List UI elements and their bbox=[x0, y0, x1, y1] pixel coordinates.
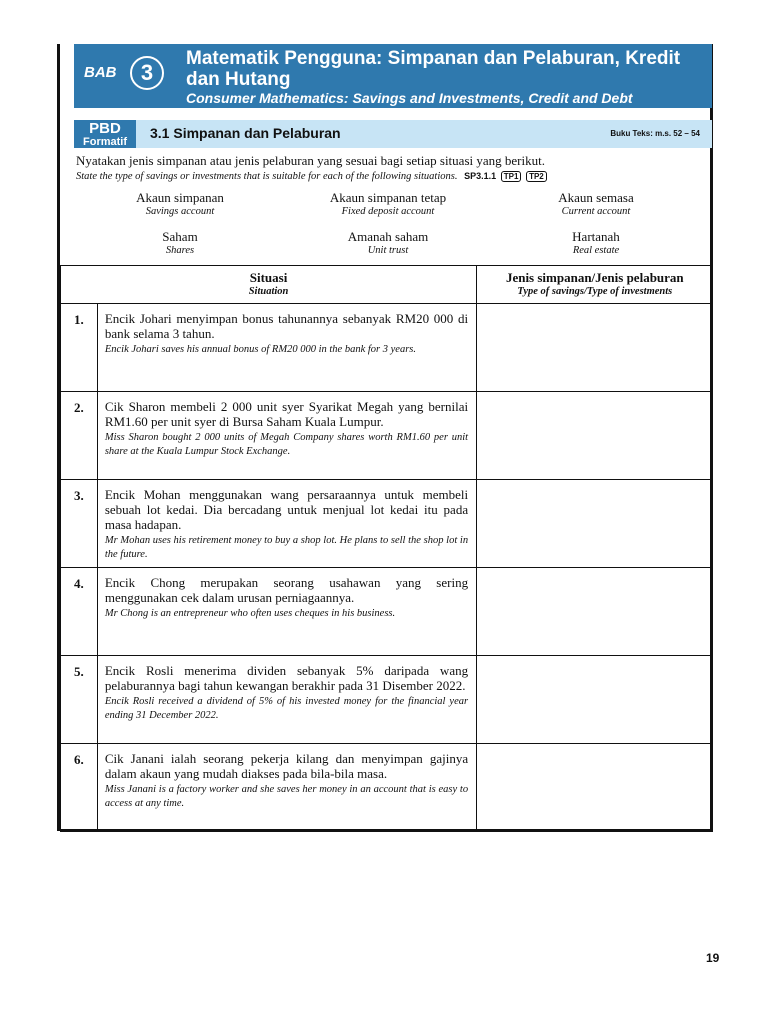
situation-text-ms: Encik Mohan menggunakan wang persaraannya untuk membeli sebuah lot kedai. Dia bercadang untuk menjual lot kedai itu pada masa hadapan. bbox=[104, 487, 469, 532]
tp2-tag: TP2 bbox=[526, 171, 547, 182]
table-row bbox=[61, 744, 713, 832]
situation-text-en: Miss Janani is a factory worker and she saves her money in an account that is easy to access at any time. bbox=[104, 784, 469, 809]
answer-cell[interactable] bbox=[477, 656, 713, 744]
situation-cell bbox=[97, 744, 476, 832]
answer-cell[interactable] bbox=[477, 744, 713, 832]
option-item bbox=[76, 190, 284, 218]
table-row bbox=[61, 304, 713, 392]
option-label-en: Savings account bbox=[145, 206, 215, 217]
column-header-situation-ms: Situasi bbox=[249, 270, 288, 285]
tp1-tag: TP1 bbox=[501, 171, 522, 182]
pbd-badge-top: PBD bbox=[89, 120, 121, 137]
option-label-ms: Hartanah bbox=[572, 229, 620, 244]
textbook-reference: Buku Teks: m.s. 52 – 54 bbox=[610, 129, 700, 138]
option-item bbox=[492, 190, 700, 218]
answer-cell[interactable] bbox=[477, 304, 713, 392]
column-header-type-ms: Jenis simpanan/Jenis pelaburan bbox=[505, 270, 684, 285]
option-item bbox=[284, 190, 492, 218]
answer-cell[interactable] bbox=[477, 480, 713, 568]
option-label-ms: Amanah saham bbox=[347, 229, 429, 244]
situation-cell bbox=[97, 304, 476, 392]
pbd-badge-bottom: Formatif bbox=[83, 136, 127, 148]
situation-text-ms: Cik Sharon membeli 2 000 unit syer Syarikat Megah yang bernilai RM1.60 per unit syer di Bursa Saham Kuala Lumpur. bbox=[104, 399, 469, 429]
option-label-en: Current account bbox=[561, 206, 631, 217]
option-label-en: Real estate bbox=[572, 245, 620, 256]
situation-text-ms: Cik Janani ialah seorang pekerja kilang dan menyimpan gajinya dalam akaun yang mudah diakses pada bila-bila masa. bbox=[104, 751, 469, 781]
answer-cell[interactable] bbox=[477, 392, 713, 480]
option-label-ms: Akaun semasa bbox=[558, 190, 634, 205]
option-label-en: Unit trust bbox=[367, 245, 409, 256]
situation-cell bbox=[97, 656, 476, 744]
option-label-ms: Akaun simpanan bbox=[136, 190, 224, 205]
column-header-situation bbox=[61, 266, 477, 304]
row-number: 3. bbox=[61, 480, 98, 568]
option-item bbox=[284, 229, 492, 257]
row-number: 5. bbox=[61, 656, 98, 744]
option-label-ms: Saham bbox=[162, 229, 198, 244]
situation-cell bbox=[97, 392, 476, 480]
table-row bbox=[61, 392, 713, 480]
row-number: 1. bbox=[61, 304, 98, 392]
option-item bbox=[76, 229, 284, 257]
bab-label: BAB bbox=[84, 64, 117, 81]
row-number: 2. bbox=[61, 392, 98, 480]
option-item bbox=[492, 229, 700, 257]
chapter-subtitle: Consumer Mathematics: Savings and Investments, Credit and Debt bbox=[186, 90, 633, 106]
row-number: 4. bbox=[61, 568, 98, 656]
table-row bbox=[61, 656, 713, 744]
option-label-en: Shares bbox=[165, 245, 195, 256]
section-title: 3.1 Simpanan dan Pelaburan bbox=[150, 125, 341, 141]
column-header-situation-en: Situation bbox=[248, 286, 289, 297]
worksheet-page bbox=[57, 44, 713, 831]
option-label-ms: Akaun simpanan tetap bbox=[329, 190, 447, 205]
page-number: 19 bbox=[706, 951, 720, 965]
table-row bbox=[61, 568, 713, 656]
row-number: 6. bbox=[61, 744, 98, 832]
situation-text-en: Encik Johari saves his annual bonus of RM20 000 in the bank for 3 years. bbox=[104, 344, 416, 355]
option-label-en: Fixed deposit account bbox=[341, 206, 435, 217]
situations-table bbox=[60, 265, 713, 832]
situation-text-ms: Encik Johari menyimpan bonus tahunannya sebanyak RM20 000 di bank selama 3 tahun. bbox=[104, 311, 469, 341]
table-header-row bbox=[61, 266, 713, 304]
chapter-title: Matematik Pengguna: Simpanan dan Pelaburan, Kredit dan Hutang bbox=[186, 48, 681, 90]
chapter-banner bbox=[74, 44, 712, 108]
column-header-type bbox=[477, 266, 713, 304]
situation-text-ms: Encik Chong merupakan seorang usahawan yang sering menggunakan cek dalam urusan perniagaannya. bbox=[104, 575, 469, 605]
table-row bbox=[61, 480, 713, 568]
situation-text-en: Mr Mohan uses his retirement money to buy a shop lot. He plans to sell the shop lot in the future. bbox=[104, 535, 469, 560]
column-header-type-en: Type of savings/Type of investments bbox=[517, 286, 673, 297]
situation-cell bbox=[97, 568, 476, 656]
situation-text-en: Encik Rosli received a dividend of 5% of his invested money for the financial year ending 31 December 2022. bbox=[104, 696, 469, 721]
situation-text-en: Miss Sharon bought 2 000 units of Megah Company shares worth RM1.60 per unit share at the Kuala Lumpur Stock Exchange. bbox=[104, 432, 469, 457]
section-header bbox=[74, 120, 712, 148]
situation-text-en: Mr Chong is an entrepreneur who often uses cheques in his business. bbox=[104, 608, 396, 619]
situation-text-ms: Encik Rosli menerima dividen sebanyak 5% daripada wang pelaburannya bagi tahun kewangan berakhir pada 31 Disember 2022. bbox=[104, 663, 469, 693]
instruction-english bbox=[76, 171, 547, 182]
instruction-malay: Nyatakan jenis simpanan atau jenis pelaburan yang sesuai bagi setiap situasi yang berikut. bbox=[76, 153, 545, 168]
sp-code: SP3.1.1 bbox=[464, 171, 497, 181]
chapter-number-badge: 3 bbox=[130, 56, 164, 90]
situation-cell bbox=[97, 480, 476, 568]
pbd-badge bbox=[74, 120, 136, 148]
answer-cell[interactable] bbox=[477, 568, 713, 656]
instruction-english-text: State the type of savings or investments that is suitable for each of the following situations. bbox=[76, 171, 458, 182]
